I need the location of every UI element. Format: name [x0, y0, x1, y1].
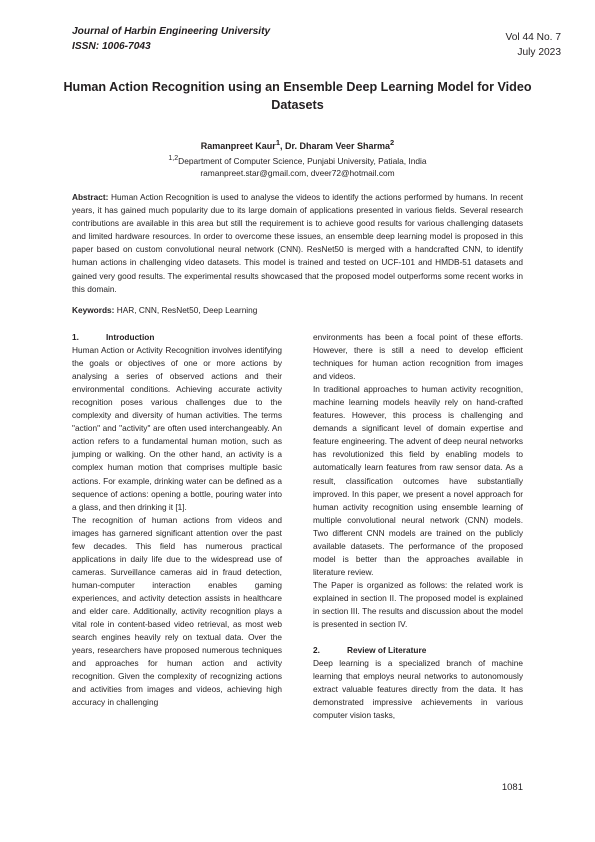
issue-date: July 2023 [517, 47, 561, 58]
author-block [60, 137, 535, 180]
author-1-superscript: 1 [275, 138, 280, 147]
paragraph: Human Action or Activity Recognition involves identifying the goals or objectives of one or more actions by analysing a series of observed actions and their environmental conditions. Achieving accurate activity recognition poses various challenges due to the complexity and diversity of human activities. The terms "action" and "activity" are often used interchangeably. An action refers to a fundamental human motion, such as jumping or walking. On the other hand, an activity is a complex human motion that comprises multiple basic actions. For example, drinking water can be defined as a sequence of actions: opening a bottle, pouring water into a glass, and then drinking it [1]. [72, 345, 282, 512]
author-2-superscript: 2 [390, 138, 395, 147]
abstract [72, 191, 523, 296]
volume-header [505, 30, 561, 60]
paragraph: Deep learning is a specialized branch of machine learning that employs neural networks to autonomously extract valuable features directly from the data. It has demonstrated impressive achievements in various computer vision tasks, [313, 658, 523, 721]
section-heading-review [313, 644, 523, 657]
volume-number: Vol 44 No. 7 [505, 32, 561, 43]
author-emails: ramanpreet.star@gmail.com, dveer72@hotmail.com [200, 167, 395, 178]
paragraph: The Paper is organized as follows: the related work is explained in section II. The proposed model is explained in section III. The results and discussion about the model is presented in section IV. [313, 579, 523, 630]
journal-issn: ISSN: 1006-7043 [72, 41, 151, 52]
journal-header [72, 24, 270, 54]
section-number: 2. [313, 645, 320, 656]
author-affiliation [60, 153, 535, 167]
journal-name: Journal of Harbin Engineering University [72, 26, 271, 37]
section-spacer [313, 631, 523, 644]
left-column [72, 331, 282, 709]
author-name-2: , Dr. Dharam Veer Sharma [279, 141, 391, 151]
section-title: Review of Literature [347, 645, 427, 656]
right-column [313, 331, 523, 722]
keywords-text: HAR, CNN, ResNet50, Deep Learning [116, 305, 258, 315]
affiliation-superscript: 1,2 [168, 154, 179, 162]
paper-title: Human Action Recognition using an Ensemble Deep Learning Model for Video Datasets [63, 80, 532, 112]
paragraph: The recognition of human actions from videos and images has garnered significant attention over the past few decades. This field has numerous practical applications in daily life due to the widespread use of cameras. Surveillance cameras aid in fraud detection, human-computer interaction enables gaming experiences, and activity detection assists in healthcare and elder care. Additionally, activity recognition plays a vital role in content-based video retrieval, as most web search engines heavily rely on textual data. Over the years, researchers have proposed numerous techniques and approaches for human action and activity recognition. Given the complexity of recognizing actions and activities from images and videos, achieving high accuracy in challenging [72, 514, 282, 708]
section-heading-introduction [72, 331, 282, 344]
affiliation-text: Department of Computer Science, Punjabi University, Patiala, India [178, 155, 427, 166]
abstract-text: Human Action Recognition is used to analyse the videos to identify the actions performed by humans. In recent years, it has gained much popularity due to its large domain of applications presented in various fields. Several research contributions are available in this area but still the requirement is to achieve good results for various challenging datasets and limited hardware resources. In order to overcome these issues, an ensemble deep learning model is proposed in this paper based on custom convolutional neural network (CNN). ResNet50 is merged with a handcrafted CNN, to identify human actions in challenging video datasets. This model is trained and tested on UCF-101 and HMDB-51 datasets and gained very good results. The experimental results showcased that the proposed model outperforms some recent works in this domain. [72, 192, 524, 294]
section-title: Introduction [106, 332, 155, 342]
paragraph: In traditional approaches to human activity recognition, machine learning models heavily rely on hand-crafted features. However, this process is challenging and demands a significant level of domain expertise and feature engineering. The advent of deep neural networks has revolutionized this field by enabling models to automatically learn features from raw sensor data. As a result, classification outcomes have substantially improved. In this paper, we present a novel approach for human activity recognition using ensemble learning of multiple convolutional neural network (CNN) models. Two different CNN models are trained on the publicly available datasets. The performance of the proposed model is better than the approaches available in literature review. [313, 384, 523, 577]
author-name-1: Ramanpreet Kaur [200, 141, 276, 151]
keywords-label: Keywords: [72, 305, 115, 315]
section-number: 1. [72, 332, 79, 342]
paragraph: environments has been a focal point of these efforts. However, there is still a need to develop efficient techniques for human action recognition from images and videos. [313, 332, 523, 382]
page-number: 1081 [501, 782, 523, 793]
keywords [72, 304, 523, 317]
abstract-label: Abstract: [72, 192, 109, 202]
author-names [60, 137, 535, 153]
